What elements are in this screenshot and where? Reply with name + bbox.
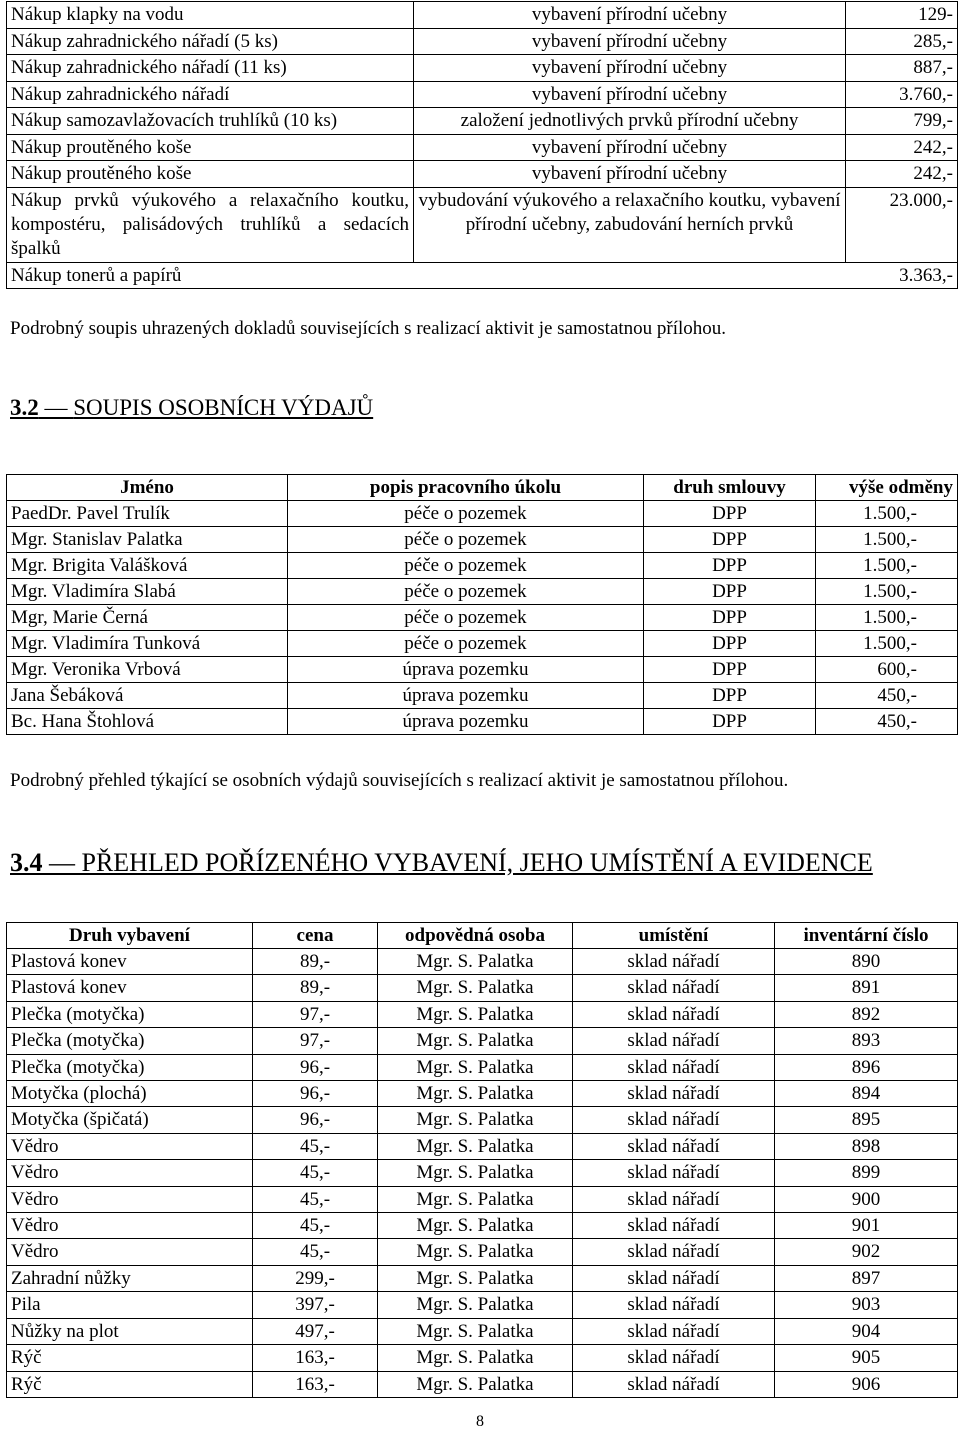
responsible-person: Mgr. S. Palatka: [378, 949, 573, 975]
inventory-number: 904: [775, 1318, 958, 1344]
task-description: péče o pozemek: [288, 631, 644, 657]
responsible-person: Mgr. S. Palatka: [378, 1345, 573, 1371]
task-description: úprava pozemku: [288, 657, 644, 683]
responsible-person: Mgr. S. Palatka: [378, 1318, 573, 1344]
column-header: Jméno: [7, 475, 288, 501]
table-row: [7, 579, 958, 605]
section-title: PŘEHLED POŘÍZENÉHO VYBAVENÍ, JEHO UMÍSTĚNÍ A EVIDENCE: [81, 848, 873, 877]
equipment-price: 45,-: [253, 1186, 378, 1212]
equipment-name: Plečka (motyčka): [7, 1054, 253, 1080]
table-row: [7, 1081, 958, 1107]
purchase-purpose: vybavení přírodní učebny: [414, 28, 846, 55]
column-header: druh smlouvy: [644, 475, 816, 501]
table-row: [7, 134, 958, 161]
purchase-purpose: vybavení přírodní učebny: [414, 161, 846, 188]
purchase-amount: 242,-: [846, 161, 958, 188]
equipment-price: 299,-: [253, 1265, 378, 1291]
inventory-number: 902: [775, 1239, 958, 1265]
purchase-item: Nákup proutěného koše: [7, 134, 414, 161]
person-name: Mgr. Vladimíra Slabá: [7, 579, 288, 605]
contract-type: DPP: [644, 709, 816, 735]
column-header: Druh vybavení: [7, 923, 253, 949]
purchase-item: Nákup zahradnického nářadí (11 ks): [7, 55, 414, 82]
contract-type: DPP: [644, 579, 816, 605]
table-row: [7, 527, 958, 553]
contract-type: DPP: [644, 553, 816, 579]
inventory-number: 900: [775, 1186, 958, 1212]
task-description: úprava pozemku: [288, 683, 644, 709]
person-name: Mgr. Stanislav Palatka: [7, 527, 288, 553]
equipment-name: Plastová konev: [7, 949, 253, 975]
reward-amount: 1.500,-: [816, 579, 958, 605]
person-name: Mgr. Vladimíra Tunková: [7, 631, 288, 657]
reward-amount: 1.500,-: [816, 553, 958, 579]
purchase-amount: 3.363,-: [846, 262, 958, 289]
equipment-price: 97,-: [253, 1001, 378, 1027]
section-title: SOUPIS OSOBNÍCH VÝDAJŮ: [73, 395, 374, 420]
person-name: Mgr. Veronika Vrbová: [7, 657, 288, 683]
equipment-name: Plečka (motyčka): [7, 1001, 253, 1027]
responsible-person: Mgr. S. Palatka: [378, 1265, 573, 1291]
location: sklad nářadí: [573, 1054, 775, 1080]
task-description: úprava pozemku: [288, 709, 644, 735]
table-row: [7, 55, 958, 82]
purchase-item: Nákup zahradnického nářadí: [7, 81, 414, 108]
responsible-person: Mgr. S. Palatka: [378, 1028, 573, 1054]
equipment-table: [6, 922, 958, 1398]
contract-type: DPP: [644, 683, 816, 709]
responsible-person: Mgr. S. Palatka: [378, 1213, 573, 1239]
table-row: [7, 949, 958, 975]
equipment-price: 96,-: [253, 1081, 378, 1107]
purchase-purpose: vybavení přírodní učebny: [414, 134, 846, 161]
table-row: [7, 1107, 958, 1133]
inventory-number: 896: [775, 1054, 958, 1080]
equipment-price: 96,-: [253, 1107, 378, 1133]
personnel-note: Podrobný přehled týkající se osobních výdajů souvisejících s realizací aktivit je samostatnou přílohou.: [10, 770, 789, 791]
table-row: [7, 1292, 958, 1318]
purchase-purpose: vybudování výukového a relaxačního koutku, vybavení přírodní učebny, zabudování herních prvků: [414, 187, 846, 262]
purchase-amount: 23.000,-: [846, 187, 958, 262]
person-name: PaedDr. Pavel Trulík: [7, 501, 288, 527]
location: sklad nářadí: [573, 1186, 775, 1212]
location: sklad nářadí: [573, 1081, 775, 1107]
reward-amount: 450,-: [816, 709, 958, 735]
equipment-price: 96,-: [253, 1054, 378, 1080]
responsible-person: Mgr. S. Palatka: [378, 1292, 573, 1318]
person-name: Mgr, Marie Černá: [7, 605, 288, 631]
contract-type: DPP: [644, 527, 816, 553]
table-row: [7, 1239, 958, 1265]
table-row: [7, 1371, 958, 1397]
purchase-amount: 129-: [846, 2, 958, 29]
equipment-price: 163,-: [253, 1345, 378, 1371]
location: sklad nářadí: [573, 1239, 775, 1265]
equipment-name: Motyčka (plochá): [7, 1081, 253, 1107]
table-row: [7, 262, 958, 289]
inventory-number: 899: [775, 1160, 958, 1186]
inventory-number: 906: [775, 1371, 958, 1397]
section-heading-personnel: 3.2 — SOUPIS OSOBNÍCH VÝDAJŮ: [10, 395, 374, 420]
inventory-number: 891: [775, 975, 958, 1001]
page-number: 8: [476, 1413, 484, 1430]
location: sklad nářadí: [573, 1133, 775, 1159]
responsible-person: Mgr. S. Palatka: [378, 1160, 573, 1186]
table-row: [7, 1213, 958, 1239]
location: sklad nářadí: [573, 1107, 775, 1133]
location: sklad nářadí: [573, 1213, 775, 1239]
location: sklad nářadí: [573, 1265, 775, 1291]
table-row: [7, 501, 958, 527]
responsible-person: Mgr. S. Palatka: [378, 1081, 573, 1107]
section-number: 3.4: [10, 848, 43, 877]
location: sklad nářadí: [573, 1160, 775, 1186]
equipment-price: 397,-: [253, 1292, 378, 1318]
person-name: Mgr. Brigita Valášková: [7, 553, 288, 579]
reward-amount: 600,-: [816, 657, 958, 683]
location: sklad nářadí: [573, 1028, 775, 1054]
reward-amount: 450,-: [816, 683, 958, 709]
equipment-name: Plastová konev: [7, 975, 253, 1001]
purchase-amount: 285,-: [846, 28, 958, 55]
purchase-item: Nákup tonerů a papírů: [7, 262, 846, 289]
table-row: [7, 28, 958, 55]
purchases-note: Podrobný soupis uhrazených dokladů souvisejících s realizací aktivit je samostatnou přílohou.: [10, 318, 727, 339]
purchase-purpose: vybavení přírodní učebny: [414, 2, 846, 29]
task-description: péče o pozemek: [288, 501, 644, 527]
table-row: [7, 1265, 958, 1291]
purchase-item: Nákup samozavlažovacích truhlíků (10 ks): [7, 108, 414, 135]
location: sklad nářadí: [573, 1345, 775, 1371]
task-description: péče o pozemek: [288, 579, 644, 605]
person-name: Jana Šebáková: [7, 683, 288, 709]
equipment-price: 163,-: [253, 1371, 378, 1397]
responsible-person: Mgr. S. Palatka: [378, 975, 573, 1001]
table-row: [7, 187, 958, 262]
equipment-name: Pila: [7, 1292, 253, 1318]
table-row: [7, 2, 958, 29]
table-row: [7, 683, 958, 709]
equipment-name: Vědro: [7, 1133, 253, 1159]
inventory-number: 894: [775, 1081, 958, 1107]
equipment-price: 45,-: [253, 1133, 378, 1159]
table-row: [7, 709, 958, 735]
equipment-price: 97,-: [253, 1028, 378, 1054]
purchase-item: Nákup zahradnického nářadí (5 ks): [7, 28, 414, 55]
location: sklad nářadí: [573, 1318, 775, 1344]
equipment-name: Vědro: [7, 1186, 253, 1212]
equipment-name: Zahradní nůžky: [7, 1265, 253, 1291]
purchase-purpose: založení jednotlivých prvků přírodní učebny: [414, 108, 846, 135]
equipment-name: Nůžky na plot: [7, 1318, 253, 1344]
column-header: cena: [253, 923, 378, 949]
inventory-number: 895: [775, 1107, 958, 1133]
table-row: [7, 1318, 958, 1344]
personnel-table: [6, 474, 958, 735]
table-row: [7, 81, 958, 108]
contract-type: DPP: [644, 631, 816, 657]
reward-amount: 1.500,-: [816, 631, 958, 657]
equipment-price: 45,-: [253, 1239, 378, 1265]
location: sklad nářadí: [573, 1001, 775, 1027]
column-header: popis pracovního úkolu: [288, 475, 644, 501]
responsible-person: Mgr. S. Palatka: [378, 1186, 573, 1212]
column-header: odpovědná osoba: [378, 923, 573, 949]
person-name: Bc. Hana Štohlová: [7, 709, 288, 735]
table-row: [7, 161, 958, 188]
table-row: [7, 108, 958, 135]
table-row: [7, 605, 958, 631]
location: sklad nářadí: [573, 949, 775, 975]
column-header: inventární číslo: [775, 923, 958, 949]
location: sklad nářadí: [573, 1292, 775, 1318]
responsible-person: Mgr. S. Palatka: [378, 1133, 573, 1159]
equipment-name: Vědro: [7, 1213, 253, 1239]
table-row: [7, 1186, 958, 1212]
equipment-name: Vědro: [7, 1160, 253, 1186]
contract-type: DPP: [644, 501, 816, 527]
purchase-item: Nákup klapky na vodu: [7, 2, 414, 29]
purchase-amount: 799,-: [846, 108, 958, 135]
responsible-person: Mgr. S. Palatka: [378, 1107, 573, 1133]
task-description: péče o pozemek: [288, 553, 644, 579]
inventory-number: 890: [775, 949, 958, 975]
contract-type: DPP: [644, 605, 816, 631]
location: sklad nářadí: [573, 1371, 775, 1397]
table-row: [7, 1160, 958, 1186]
table-row: [7, 1054, 958, 1080]
table-row: [7, 1028, 958, 1054]
equipment-price: 497,-: [253, 1318, 378, 1344]
purchase-amount: 242,-: [846, 134, 958, 161]
column-header: umístění: [573, 923, 775, 949]
inventory-number: 897: [775, 1265, 958, 1291]
purchase-item: Nákup prvků výukového a relaxačního koutku, kompostéru, palisádových truhlíků a sedacích špalků: [7, 187, 414, 262]
task-description: péče o pozemek: [288, 605, 644, 631]
inventory-number: 892: [775, 1001, 958, 1027]
purchase-purpose: vybavení přírodní učebny: [414, 81, 846, 108]
purchase-amount: 3.760,-: [846, 81, 958, 108]
responsible-person: Mgr. S. Palatka: [378, 1001, 573, 1027]
reward-amount: 1.500,-: [816, 605, 958, 631]
location: sklad nářadí: [573, 975, 775, 1001]
table-row: [7, 1001, 958, 1027]
inventory-number: 903: [775, 1292, 958, 1318]
purchase-purpose: vybavení přírodní učebny: [414, 55, 846, 82]
task-description: péče o pozemek: [288, 527, 644, 553]
equipment-name: Vědro: [7, 1239, 253, 1265]
inventory-number: 905: [775, 1345, 958, 1371]
equipment-name: Rýč: [7, 1371, 253, 1397]
table-row: [7, 657, 958, 683]
responsible-person: Mgr. S. Palatka: [378, 1054, 573, 1080]
purchase-amount: 887,-: [846, 55, 958, 82]
responsible-person: Mgr. S. Palatka: [378, 1239, 573, 1265]
table-row: [7, 1345, 958, 1371]
table-row: [7, 975, 958, 1001]
section-heading-equipment: 3.4 — PŘEHLED POŘÍZENÉHO VYBAVENÍ, JEHO UMÍSTĚNÍ A EVIDENCE: [10, 848, 873, 877]
table-row: [7, 1133, 958, 1159]
equipment-price: 45,-: [253, 1160, 378, 1186]
equipment-price: 45,-: [253, 1213, 378, 1239]
equipment-name: Rýč: [7, 1345, 253, 1371]
contract-type: DPP: [644, 657, 816, 683]
reward-amount: 1.500,-: [816, 501, 958, 527]
equipment-name: Motyčka (špičatá): [7, 1107, 253, 1133]
table-row: [7, 553, 958, 579]
responsible-person: Mgr. S. Palatka: [378, 1371, 573, 1397]
reward-amount: 1.500,-: [816, 527, 958, 553]
inventory-number: 893: [775, 1028, 958, 1054]
equipment-name: Plečka (motyčka): [7, 1028, 253, 1054]
section-number: 3.2: [10, 395, 39, 420]
equipment-price: 89,-: [253, 975, 378, 1001]
equipment-price: 89,-: [253, 949, 378, 975]
purchase-item: Nákup proutěného koše: [7, 161, 414, 188]
column-header: výše odměny: [816, 475, 958, 501]
inventory-number: 901: [775, 1213, 958, 1239]
inventory-number: 898: [775, 1133, 958, 1159]
purchases-table: [6, 1, 958, 289]
table-row: [7, 631, 958, 657]
